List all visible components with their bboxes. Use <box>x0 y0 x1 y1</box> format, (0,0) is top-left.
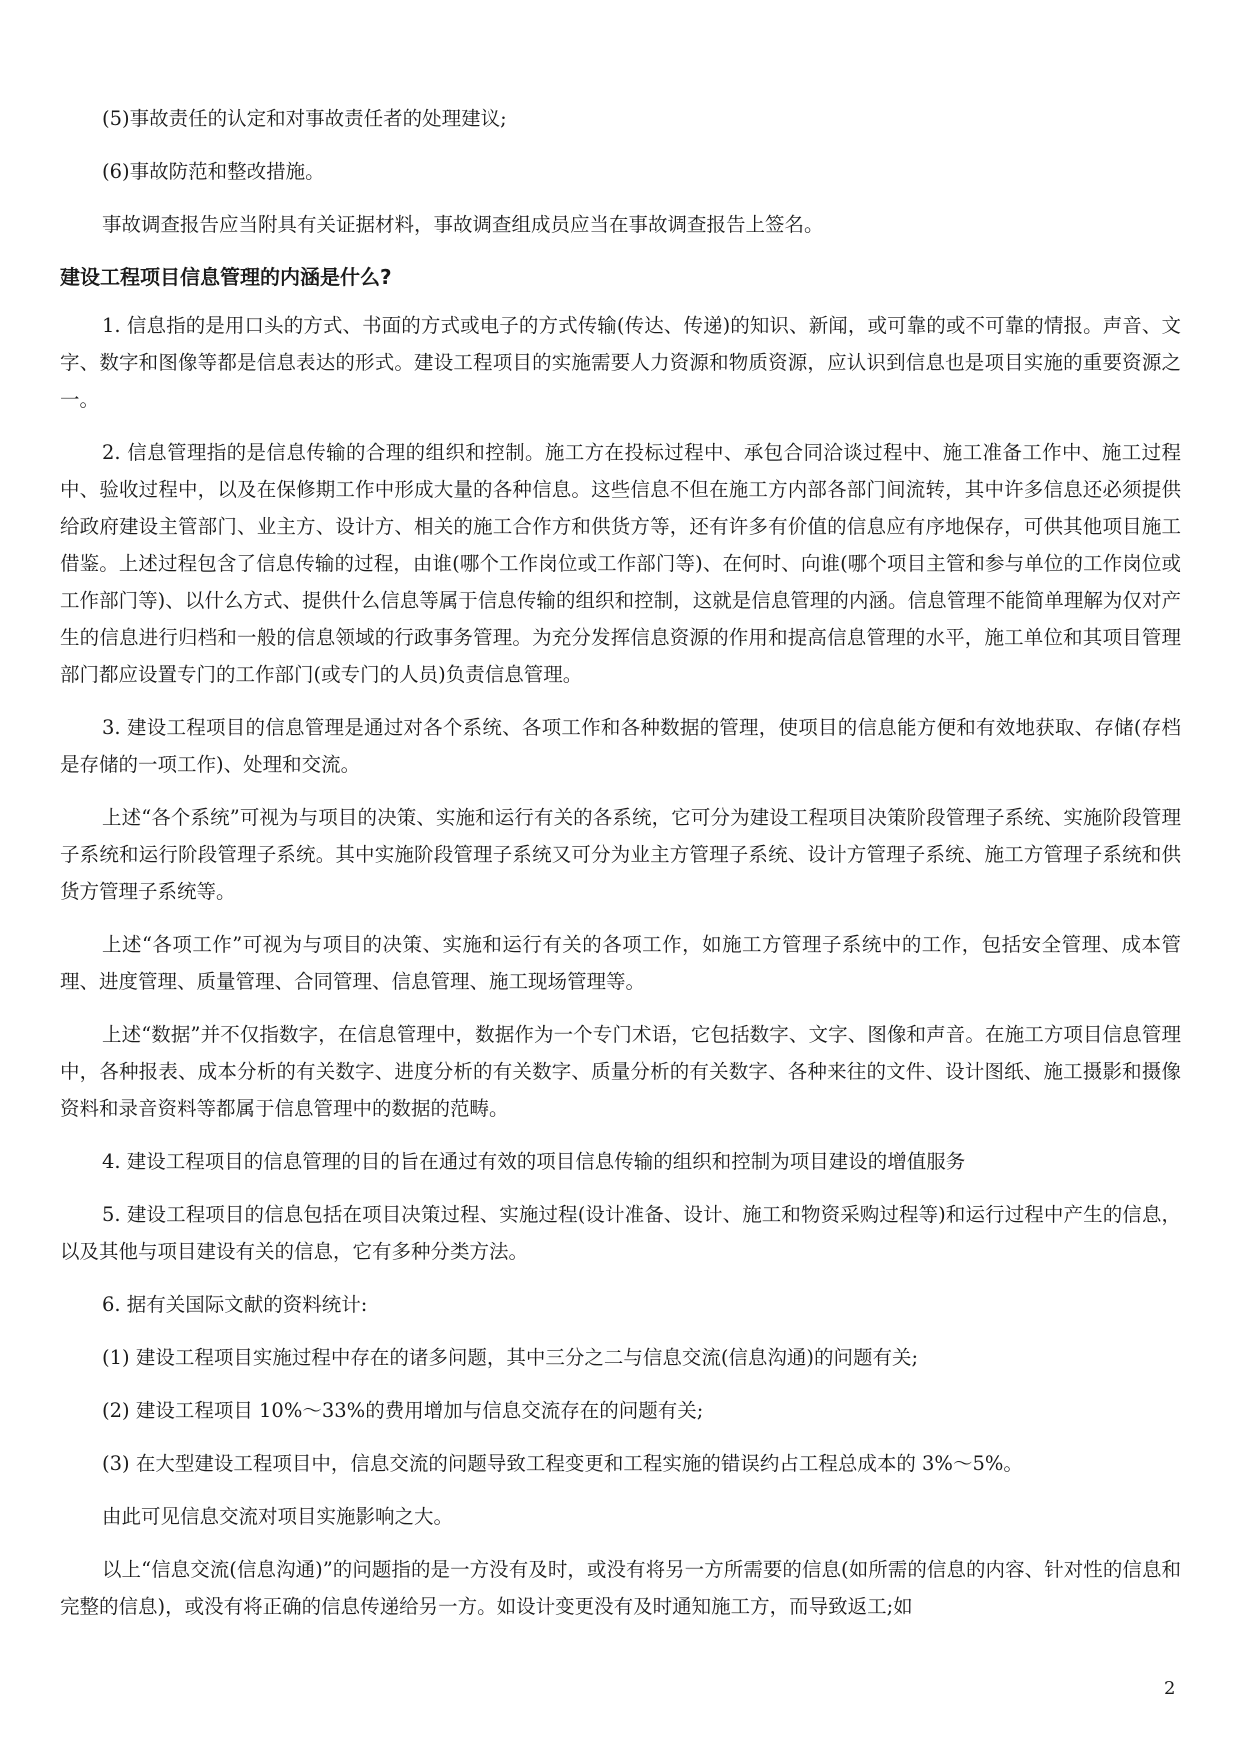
paragraph-top-1: (5)事故责任的认定和对事故责任者的处理建议; <box>102 107 507 130</box>
page-number: 2 <box>1164 1678 1176 1699</box>
paragraph-2: 2. 信息管理指的是信息传输的合理的组织和控制。施工方在投标过程中、承包合同洽谈过程中、施工准备工作中、施工过程中、验收过程中，以及在保修期工作中形成大量的各种信息。这些信息不但在施工方内部各部门间流转，其中许多信息还必须提供给政府建设主管部门、业主方、设计方、相关的施工合作方和供货方等，还有许多有价值的信息应有序地保存，可供其他项目施工借鉴。上述过程包含了信息传输的过程，由谁(哪个工作岗位或工作部门等)、在何时、向谁(哪个项目主管和参与单位的工作岗位或工作部门等)、以什么方式、提供什么信息等属于信息传输的组织和控制，这就是信息管理的内涵。信息管理不能简单理解为仅对产生的信息进行归档和一般的信息领域的行政事务管理。为充分发挥信息资源的作用和提高信息管理的水平，施工单位和其项目管理部门都应设置专门的工作部门(或专门的人员)负责信息管理。 <box>60 441 1181 686</box>
paragraph-3: 3. 建设工程项目的信息管理是通过对各个系统、各项工作和各种数据的管理，使项目的信息能方便和有效地获取、存储(存档是存储的一项工作)、处理和交流。 <box>60 716 1181 776</box>
paragraph-6: 6. 据有关国际文献的资料统计: <box>102 1293 368 1316</box>
paragraph-1: 1. 信息指的是用口头的方式、书面的方式或电子的方式传输(传达、传递)的知识、新闻，或可靠的或不可靠的情报。声音、文字、数字和图像等都是信息表达的形式。建设工程项目的实施需要人力资源和物质资源，应认识到信息也是项目实施的重要资源之一。 <box>60 314 1181 411</box>
paragraph-top-3: 事故调查报告应当附具有关证据材料，事故调查组成员应当在事故调查报告上签名。 <box>102 213 824 236</box>
paragraph-works: 上述“各项工作”可视为与项目的决策、实施和运行有关的各项工作，如施工方管理子系统中的工作，包括安全管理、成本管理、进度管理、质量管理、合同管理、信息管理、施工现场管理等。 <box>60 933 1181 993</box>
paragraph-top-2: (6)事故防范和整改措施。 <box>102 160 325 183</box>
paragraph-6-3: (3) 在大型建设工程项目中，信息交流的问题导致工程变更和工程实施的错误约占工程总成本的 3%～5%。 <box>102 1452 1023 1475</box>
paragraph-6-1: (1) 建设工程项目实施过程中存在的诸多问题，其中三分之二与信息交流(信息沟通)的问题有关; <box>102 1346 919 1369</box>
paragraph-4: 4. 建设工程项目的信息管理的目的旨在通过有效的项目信息传输的组织和控制为项目建设的增值服务 <box>102 1150 966 1173</box>
paragraph-conclusion: 由此可见信息交流对项目实施影响之大。 <box>102 1505 454 1528</box>
paragraph-communication: 以上“信息交流(信息沟通)”的问题指的是一方没有及时，或没有将另一方所需要的信息(如所需的信息的内容、针对性的信息和完整的信息)，或没有将正确的信息传递给另一方。如设计变更没有及时通知施工方，而导致返工;如 <box>60 1558 1181 1618</box>
paragraph-5: 5. 建设工程项目的信息包括在项目决策过程、实施过程(设计准备、设计、施工和物资采购过程等)和运行过程中产生的信息，以及其他与项目建设有关的信息，它有多种分类方法。 <box>60 1203 1181 1263</box>
paragraph-6-2: (2) 建设工程项目 10%～33%的费用增加与信息交流存在的问题有关; <box>102 1399 704 1422</box>
document-page <box>60 100 1181 1641</box>
paragraph-data: 上述“数据”并不仅指数字，在信息管理中，数据作为一个专门术语，它包括数字、文字、图像和声音。在施工方项目信息管理中，各种报表、成本分析的有关数字、进度分析的有关数字、质量分析的有关数字、各种来往的文件、设计图纸、施工摄影和摄像资料和录音资料等都属于信息管理中的数据的范畴。 <box>60 1023 1181 1120</box>
section-heading: 建设工程项目信息管理的内涵是什么? <box>60 265 392 289</box>
paragraph-systems: 上述“各个系统”可视为与项目的决策、实施和运行有关的各系统，它可分为建设工程项目决策阶段管理子系统、实施阶段管理子系统和运行阶段管理子系统。其中实施阶段管理子系统又可分为业主方管理子系统、设计方管理子系统、施工方管理子系统和供货方管理子系统等。 <box>60 806 1181 903</box>
